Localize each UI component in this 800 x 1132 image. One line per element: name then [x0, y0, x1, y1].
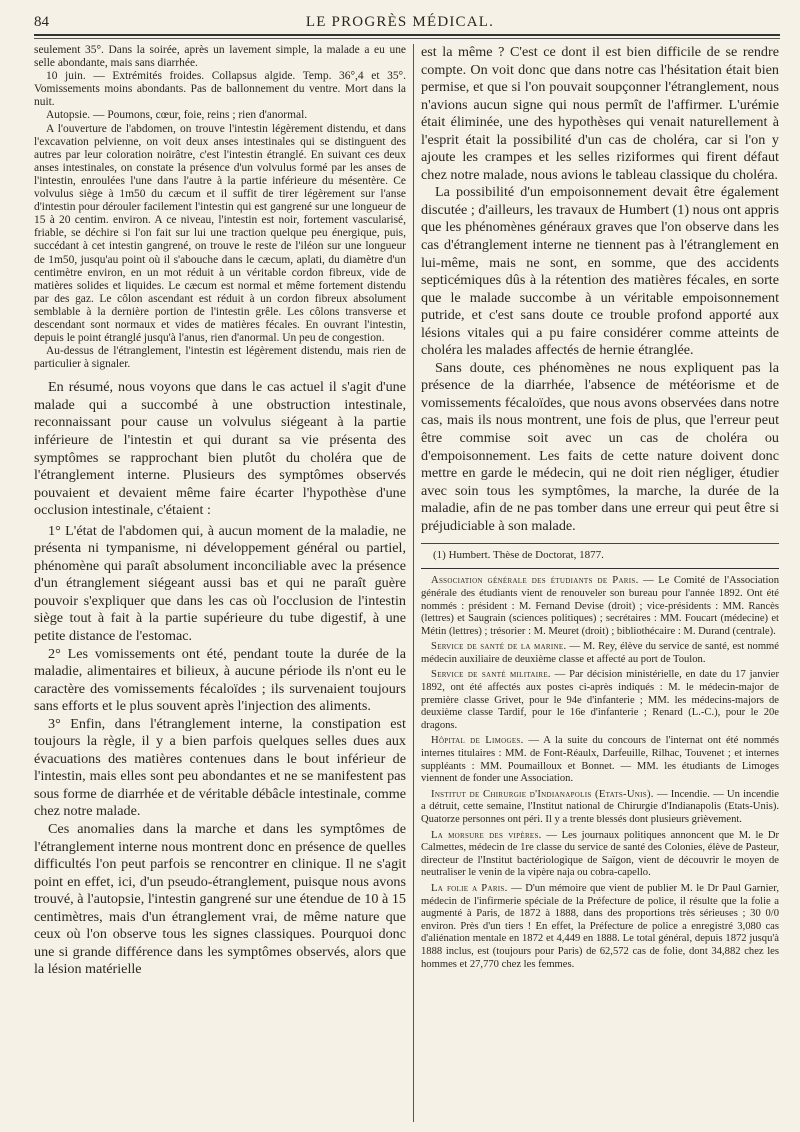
- page-number: 84: [34, 14, 49, 30]
- news-heading: Hôpital de Limoges.: [431, 735, 524, 747]
- right-paragraph: est la même ? C'est ce dont il est bien difficile de se rendre compte. On voit donc que dans notre cas l'hésitation était bien permise, et que si l'on pouvait soupçonner l'étranglement, nous n'avions aucun signe qui nous permît de l'affirmer. L'urémie était éliminée, une des hypothèses qui venait naturellement à l'esprit était la possibilité d'un cas de choléra, car si l'on y ajoute les crampes et les selles riziformes qui firent défaut chez notre malade, nous avions le tableau classique du choléra.: [421, 44, 779, 183]
- news-body: — Le Comité de l'Association générale des étudiants vient de renouveler son bureau pour l'année 1892. Ont été nommés : président : M. Fernand Devise (droit) ; vice-présidents : MM. Rancès (lettres) et Saugrain (sciences politiques) ; secrétaires : MM. Foucart (médecine) et Métin (lettres) ; trésorier : M. Meuret (droit) ; bibliothécaire : M. Durand (centrale).: [421, 575, 779, 637]
- column-divider: [413, 44, 414, 1122]
- news-item: [421, 575, 779, 638]
- news-heading: La morsure des vipères.: [431, 829, 542, 841]
- news-body: — M. Rey, élève du service de santé, est nommé médecin auxiliaire de deuxième classe et affecté au port de Toulon.: [421, 641, 779, 665]
- news-item: [421, 735, 779, 785]
- left-column: [34, 44, 406, 1124]
- left-paragraph: A l'ouverture de l'abdomen, on trouve l'intestin légèrement distendu, et dans l'excavation pelvienne, on voit deux anses intestinales qui se distinguent des autres par leur coloration noirâtre, c'est l'intestin étranglé. En suivant ces deux anses intestinales, on constate la présence d'un volvulus formé par les anses de l'intestin, enroulées l'une dans l'autre à la partie inférieure du mésentère. Ce volvulus siège à 1m50 du cæcum et il suffit de tirer légèrement sur l'anse d'intestin pour dérouler facilement l'intestin qui est gangrené sur une longueur de 15 à 20 centim. environ. A ce niveau, l'intestin est noir, fortement vascularisé, friable, se déchire si l'on fait sur lui une traction quelque peu énergique, puis, succédant à cet intestin gangrené, on trouve le reste de l'iléon sur une longueur de 1m50, jusqu'au point où il s'abouche dans le cæcum, aplati, du diamètre d'un centimètre environ, en un mot réduit à un véritable cordon fibreux, vide de matières solides et liquides. Le cæcum est normal et même fortement distendu par des gaz. Le côlon ascendant est réduit à un cordon fibreux absolument semblable à la dernière portion de l'intestin grêle. Les côlons transverse et descendant sont normaux et vides de matières fécales. En ouvrant l'intestin, depuis le point étranglé jusqu'à l'anus, rien d'anormal. Un peu de congestion.: [34, 122, 406, 345]
- news-body: — Les journaux politiques annoncent que M. le Dr Calmettes, médecin de 1re classe du service de santé des Colonies, élève de Pasteur, directeur de l'Institut bactériologique de Saïgon, vient de découvrir le moyen de neutraliser le venin de la vipère naja ou cobra-capello.: [421, 829, 779, 879]
- left-paragraph: Ces anomalies dans la marche et dans les symptômes de l'étranglement interne nous montrent donc en présence de quelles difficultés l'on peut parfois se rencontrer en clinique. Il ne s'agit point en effet, ici, d'un pseudo-étranglement, puisque nous avons trouvé, à l'autopsie, l'intestin gangrené sur une étendue de 10 à 15 centimètres, mais d'un étranglement vrai, de même nature que ceux où l'on observe tous les signes classiques. Pourquoi donc une si grande différence dans les symptômes observés, alors que la lésion matérielle: [34, 821, 406, 978]
- news-item: [421, 641, 779, 666]
- news-item: [421, 669, 779, 732]
- news-body: — Incendie. — Un incendie a détruit, cette semaine, l'Institut national de Chirurgie d'Indianapolis (Etats-Unis). Quatorze personnes ont péri. Il y a trente blessés dont plusieurs grièvement.: [421, 788, 779, 825]
- right-paragraph: Sans doute, ces phénomènes ne nous expliquent pas la présence de la diarrhée, l'absence de météorisme et de vomissements fécaloïdes, que nous avons observées dans notre cas, mais ils nous montrent, une fois de plus, que l'erreur peut être commise soit avec un cas de choléra ou d'empoisonnement. Les faits de cette nature doivent donc mettre en garde le médecin, qui ne doit rien négliger, étudier avec soin tous les symptômes, la marche, la durée de la maladie, afin de ne pas tomber dans une erreur qui peut être si préjudiciable à son malade.: [421, 359, 779, 534]
- news-heading: Association générale des étudiants de Paris.: [431, 575, 639, 587]
- left-paragraph: 10 juin. — Extrémités froides. Collapsus algide. Temp. 36°,4 et 35°. Vomissements moins abondants. Pas de ballonnement du ventre. Mort dans la nuit.: [34, 70, 406, 109]
- header-rule: [34, 34, 780, 36]
- news-body: — D'un mémoire que vient de publier M. le Dr Paul Garnier, médecin de l'infirmerie spéciale de la Préfecture de police, il résulte que la folie a augmenté à Paris, de 1872 à 1888, dans des proportions très sérieuses ; 30 0/0 environ. Près d'un tiers ! En effet, la Préfecture de police a enregistré 3,080 cas d'aliénation mentale en 1872 et 4,449 en 1888. Le total général, depuis 1872 jusqu'à 1888 inclus, est (toujours pour Paris) de 62,572 cas de folie, dont 34,882 chez les hommes et 27,770 chez les femmes.: [421, 882, 779, 970]
- left-paragraph: seulement 35°. Dans la soirée, après un lavement simple, la malade a eu une selle abondante, mais sans diarrhée.: [34, 44, 406, 70]
- section-rule: [421, 568, 779, 569]
- header-rule-thin: [34, 38, 780, 39]
- running-title: LE PROGRÈS MÉDICAL.: [305, 14, 495, 30]
- news-item: [421, 883, 779, 971]
- news-item: [421, 830, 779, 880]
- left-paragraph: Autopsie. — Poumons, cœur, foie, reins ; rien d'anormal.: [46, 109, 308, 122]
- left-paragraph: 3° Enfin, dans l'étranglement interne, la constipation est toujours la règle, il y a bien parfois quelques selles dues aux évacuations des matières contenues dans le bout inférieur de l'intestin, mais elles sont peu abondantes et ne se manifestent pas sous forme de diarrhée et de véritable débâcle intestinale, comme chez notre malade.: [34, 715, 406, 820]
- news-heading: Institut de Chirurgie d'Indianapolis (Etats-Unis).: [431, 788, 654, 800]
- left-paragraph: Au-dessus de l'étranglement, l'intestin est légèrement distendu, mais rien de particulier à signaler.: [34, 345, 406, 371]
- footnote-rule: [421, 543, 779, 544]
- news-heading: La folie a Paris.: [431, 882, 508, 894]
- news-heading: Service de santé militaire.: [431, 669, 551, 681]
- news-items: [421, 575, 779, 971]
- left-paragraph: 1° L'état de l'abdomen qui, à aucun moment de la maladie, ne présenta ni tympanisme, ni développement général ou partiel, phénomène qui paraît absolument inconciliable avec la présence d'un étranglement siégeant aussi bas et qui ne paraît guère pouvoir s'expliquer que dans les cas où l'occlusion de l'intestin siège tout à fait à la partie supérieure du tube digestif, à une petite distance de l'estomac.: [34, 522, 406, 644]
- left-paragraph: En résumé, nous voyons que dans le cas actuel il s'agit d'une malade qui a succombé à une obstruction intestinale, reconnaissant pour cause un volvulus siégeant à la partie inférieure de l'intestin et qui durant sa vie présenta des symptômes se rapprochant bien plutôt du choléra que de l'étranglement interne. Plusieurs des symptômes observés pouvaient et devaient même faire écarter l'hypothèse d'une occlusion intestinale, c'étaient :: [34, 379, 406, 519]
- news-body: — Par décision ministérielle, en date du 17 janvier 1892, ont été affectés aux postes ci-après indiqués : M. le médecin-major de première classe Grivet, pour le 94e d'infanterie ; MM. les médecins-majors de deuxième classe Tardif, pour le 16e d'infanterie ; Renard (L.-C.), pour le 20e dragons.: [421, 669, 779, 731]
- left-paragraph: 2° Les vomissements ont été, pendant toute la durée de la maladie, alimentaires et bilieux, à aucune période ils n'ont eu le caractère des vomissements fécaloïdes ; ils survenaient toujours sans efforts et le plus souvent après l'injection des aliments.: [34, 645, 406, 715]
- right-paragraph: La possibilité d'un empoisonnement devait être également discutée ; d'ailleurs, les travaux de Humbert (1) nous ont appris que les phénomènes généraux graves que l'on observe dans les cas d'étranglement interne ne tiennent pas à l'étranglement en lui-même, mais ne sont, en somme, que des accidents septicémiques dûs à la rétention des matières fécales, en sorte que le malade succombe à un véritable empoisonnement putride, et c'est sans doute ce trouble profond apporté aux lésions vitales qui a pu faire considérer comme atteints de choléra les malades affectés de hernie étranglée.: [421, 184, 779, 359]
- right-column: [421, 44, 779, 1124]
- news-heading: Service de santé de la marine.: [431, 641, 567, 653]
- news-item: [421, 789, 779, 827]
- news-body: — A la suite du concours de l'internat ont été nommés internes titulaires : MM. de Font-Réaulx, Darfeuille, Rilhac, Touvenet ; et internes suppléants : MM. Poumailloux et Bonnet. — MM. les étudiants de Limoges viennent de fonder une Association.: [421, 735, 779, 785]
- footnote: (1) Humbert. Thèse de Doctorat, 1877.: [433, 549, 604, 562]
